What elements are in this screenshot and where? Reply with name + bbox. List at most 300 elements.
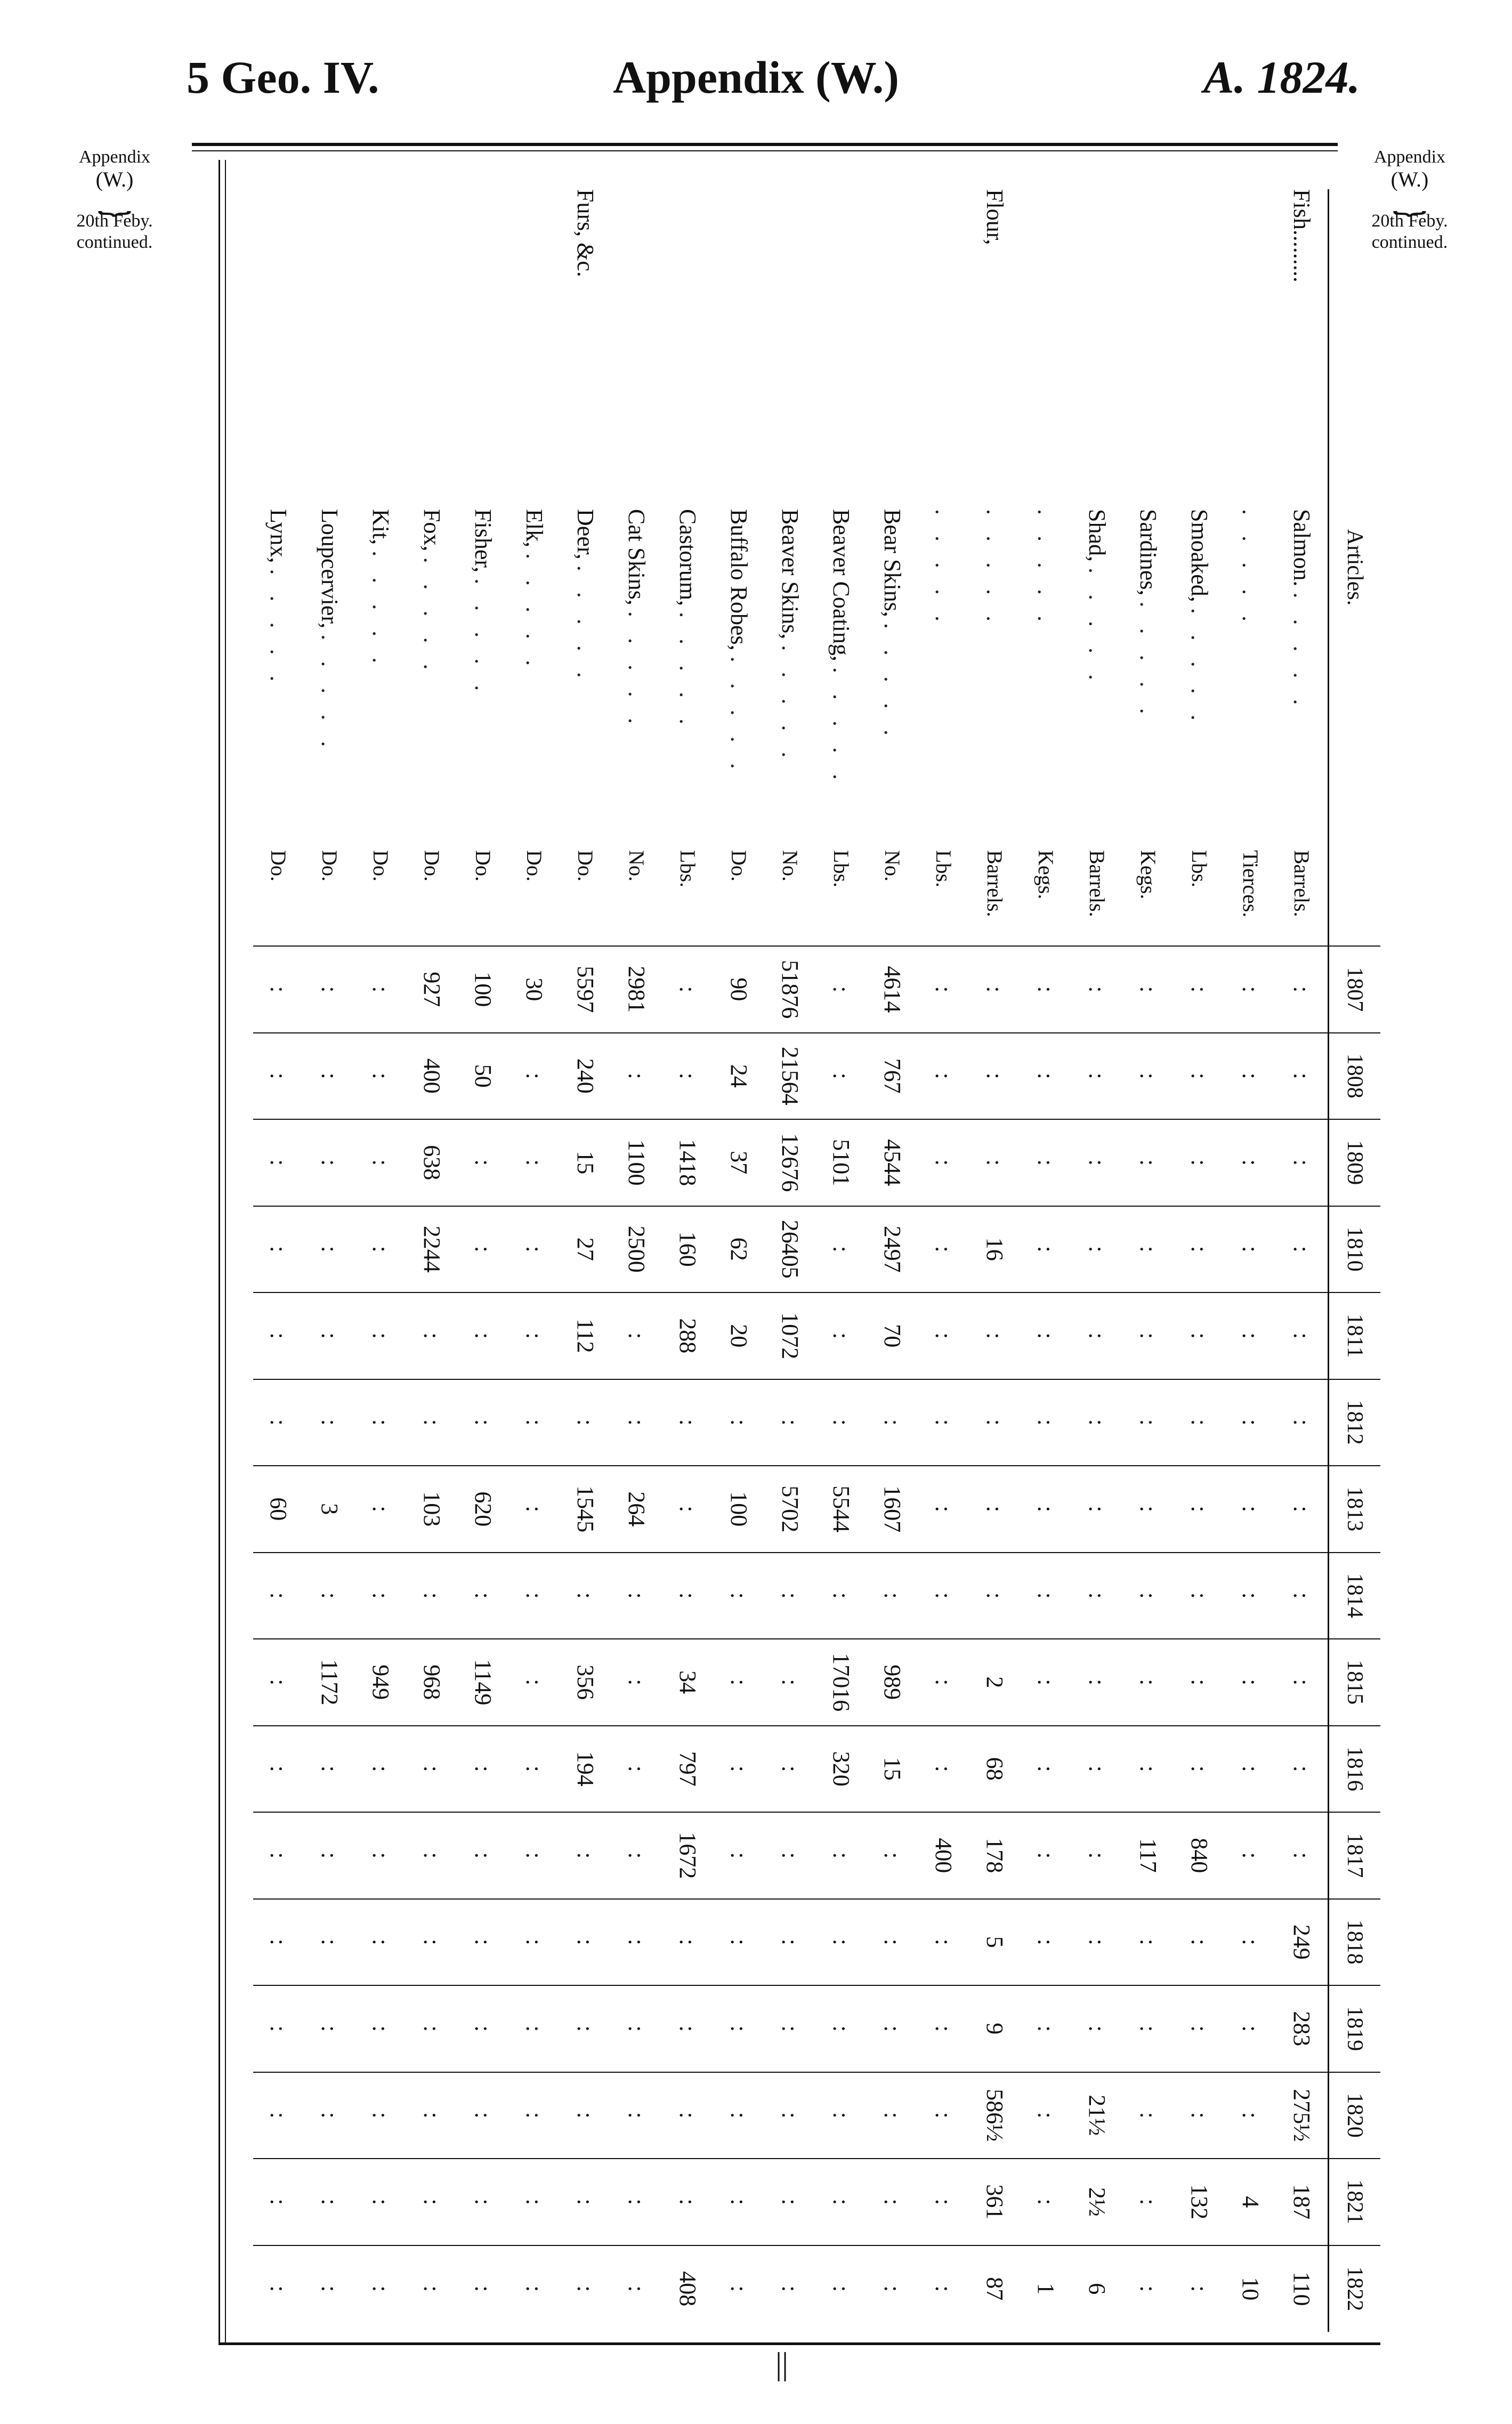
table-row <box>407 189 458 2332</box>
table-row <box>1276 189 1329 2332</box>
value-cell: : <box>867 1899 918 1986</box>
value-cell: 400 <box>407 1033 458 1120</box>
category-cell <box>355 189 407 509</box>
value-cell: : <box>611 1899 662 1986</box>
value-cell: : <box>1123 1553 1174 1639</box>
value-cell: : <box>918 1206 969 1293</box>
article-cell <box>867 509 918 850</box>
value-cell: 100 <box>458 946 509 1033</box>
article-cell <box>355 509 407 850</box>
value-cell: 187 <box>1276 2159 1329 2245</box>
value-cell: : <box>1123 1206 1174 1293</box>
value-cell: : <box>1072 1553 1123 1639</box>
year-header: 1821 <box>1329 2159 1381 2245</box>
category-cell <box>253 189 304 509</box>
value-cell: 87 <box>969 2245 1021 2332</box>
value-cell: : <box>304 1985 355 2072</box>
article-name: Buffalo Robes, <box>726 509 753 651</box>
value-cell: : <box>304 1726 355 1813</box>
value-cell: 117 <box>1123 1812 1174 1899</box>
value-cell: : <box>918 1899 969 1986</box>
year-label: A. 1824. <box>1203 52 1360 103</box>
category-cell: Furs, &c. <box>572 189 599 277</box>
value-cell: : <box>867 1379 918 1466</box>
dot-leader: . . . . . <box>317 634 343 755</box>
value-cell: : <box>355 1899 407 1986</box>
value-cell: : <box>611 1292 662 1379</box>
year-header: 1820 <box>1329 2072 1381 2159</box>
value-cell: 6 <box>1072 2245 1123 2332</box>
value-cell: : <box>1174 1985 1225 2072</box>
value-cell: : <box>1021 1033 1072 1120</box>
value-cell: : <box>1174 1639 1225 1726</box>
value-cell: 840 <box>1174 1812 1225 1899</box>
value-cell: 194 <box>560 1726 611 1813</box>
value-cell: : <box>1225 1292 1276 1379</box>
value-cell: 90 <box>714 946 765 1033</box>
value-cell: : <box>1174 1206 1225 1293</box>
value-cell: : <box>407 1726 458 1813</box>
article-cell <box>1123 509 1174 850</box>
category-cell <box>1021 189 1072 509</box>
value-cell: : <box>1072 1985 1123 2072</box>
value-cell: : <box>1072 1206 1123 1293</box>
value-cell: 70 <box>867 1292 918 1379</box>
value-cell: : <box>1123 1899 1174 1986</box>
value-cell: : <box>1021 1379 1072 1466</box>
table-row <box>714 189 765 2332</box>
value-cell: : <box>1072 1292 1123 1379</box>
value-cell: : <box>253 946 304 1033</box>
unit-cell: Lbs. <box>932 850 956 887</box>
article-cell <box>509 509 560 850</box>
value-cell: : <box>816 1292 867 1379</box>
article-name: Salmon. <box>1289 509 1315 587</box>
value-cell: : <box>1021 2159 1072 2245</box>
article-cell <box>407 509 458 850</box>
value-cell: 4614 <box>867 946 918 1033</box>
value-cell: : <box>509 1379 560 1466</box>
value-cell: 103 <box>407 1466 458 1553</box>
value-cell: : <box>509 1466 560 1553</box>
value-cell: : <box>560 1379 611 1466</box>
value-cell: : <box>662 1466 714 1553</box>
value-cell: : <box>1072 1639 1123 1726</box>
value-cell: 320 <box>816 1726 867 1813</box>
value-cell: : <box>1174 1119 1225 1206</box>
value-cell: : <box>407 1553 458 1639</box>
value-cell: 37 <box>714 1119 765 1206</box>
value-cell: : <box>816 2245 867 2332</box>
value-cell: : <box>1276 1553 1329 1639</box>
rotated-table <box>219 189 1380 2332</box>
category-cell <box>509 189 560 509</box>
value-cell: : <box>560 1812 611 1899</box>
dot-leader: . . . . . <box>265 569 292 689</box>
margin-note-paren: (W.) <box>95 167 134 191</box>
value-cell: : <box>714 2159 765 2245</box>
value-cell: : <box>1276 946 1329 1033</box>
value-cell: : <box>407 2245 458 2332</box>
table-row <box>969 189 1021 2332</box>
value-cell: : <box>458 2072 509 2159</box>
category-cell <box>458 189 509 509</box>
value-cell: : <box>611 1553 662 1639</box>
value-cell: : <box>1072 1033 1123 1120</box>
article-cell <box>253 509 304 850</box>
value-cell: : <box>1123 2159 1174 2245</box>
value-cell: : <box>304 1206 355 1293</box>
value-cell: : <box>355 2245 407 2332</box>
unit-cell: Kegs. <box>1034 850 1058 900</box>
table-row <box>1174 189 1225 2332</box>
value-cell: : <box>355 1812 407 1899</box>
value-cell: : <box>918 1726 969 1813</box>
value-cell: : <box>1021 1985 1072 2072</box>
value-cell: : <box>1174 1292 1225 1379</box>
value-cell: : <box>611 1812 662 1899</box>
value-cell: : <box>253 1726 304 1813</box>
value-cell: : <box>1225 1726 1276 1813</box>
category-cell <box>867 189 918 509</box>
value-cell: 112 <box>560 1292 611 1379</box>
category-cell <box>304 189 355 509</box>
value-cell: : <box>662 2072 714 2159</box>
value-cell: : <box>765 1985 816 2072</box>
value-cell: : <box>355 2072 407 2159</box>
table-row <box>1072 189 1123 2332</box>
value-cell: 21564 <box>765 1033 816 1120</box>
dot-leader: . . . . . <box>1238 509 1264 629</box>
value-cell: : <box>509 1033 560 1120</box>
unit-cell: Lbs. <box>676 850 700 887</box>
value-cell: : <box>1021 2072 1072 2159</box>
value-cell: : <box>867 1985 918 2072</box>
value-cell: 408 <box>662 2245 714 2332</box>
year-header: 1811 <box>1329 1292 1381 1379</box>
dot-leader: . . . . . <box>1084 568 1111 688</box>
value-cell: 249 <box>1276 1899 1329 1986</box>
value-cell: : <box>1276 1206 1329 1293</box>
value-cell: : <box>867 2245 918 2332</box>
articles-heading: Articles. <box>1329 189 1381 946</box>
value-cell: : <box>1225 946 1276 1033</box>
value-cell: 949 <box>355 1639 407 1726</box>
value-cell: : <box>560 2159 611 2245</box>
value-cell: 400 <box>918 1812 969 1899</box>
value-cell: : <box>1021 1899 1072 1986</box>
value-cell: : <box>1225 1899 1276 1986</box>
value-cell: : <box>1174 1466 1225 1553</box>
value-cell: : <box>1276 1033 1329 1120</box>
value-cell: 2500 <box>611 1206 662 1293</box>
value-cell: 586½ <box>969 2072 1021 2159</box>
top-rule <box>192 143 1338 146</box>
value-cell: : <box>560 1899 611 1986</box>
top-rule-thin <box>192 150 1338 151</box>
value-cell: : <box>509 1985 560 2072</box>
value-cell: : <box>1123 1292 1174 1379</box>
table-row <box>560 189 611 2332</box>
dot-leader: . . . . . <box>828 667 855 787</box>
value-cell: : <box>509 2072 560 2159</box>
unit-cell: No. <box>880 850 905 882</box>
unit-cell: Barrels. <box>983 850 1007 917</box>
value-cell: : <box>509 1292 560 1379</box>
unit-cell: Do. <box>471 850 496 882</box>
value-cell: : <box>1072 1119 1123 1206</box>
value-cell: : <box>714 1899 765 1986</box>
unit-cell: Do. <box>573 850 598 882</box>
margin-note-status: continued. <box>1371 232 1448 252</box>
value-cell: : <box>816 1379 867 1466</box>
unit-cell: Kegs. <box>1136 850 1161 900</box>
dot-leader: . . . . . <box>1289 592 1315 713</box>
value-cell: : <box>969 946 1021 1033</box>
value-cell: 24 <box>714 1033 765 1120</box>
value-cell: : <box>1123 1033 1174 1120</box>
value-cell: 638 <box>407 1119 458 1206</box>
unit-cell: Do. <box>318 850 342 882</box>
value-cell: : <box>458 1119 509 1206</box>
value-cell: 283 <box>1276 1985 1329 2072</box>
value-cell: : <box>253 1033 304 1120</box>
category-cell <box>816 189 867 509</box>
unit-cell: Tierces. <box>1239 850 1263 918</box>
value-cell: 4544 <box>867 1119 918 1206</box>
article-cell <box>714 509 765 850</box>
value-cell: : <box>969 1379 1021 1466</box>
value-cell: : <box>816 1553 867 1639</box>
value-cell: : <box>560 1985 611 2072</box>
value-cell: : <box>611 1639 662 1726</box>
value-cell: : <box>509 2245 560 2332</box>
unit-cell: Lbs. <box>829 850 854 887</box>
value-cell: : <box>1276 1726 1329 1813</box>
dot-leader: . . . . . <box>419 557 446 677</box>
value-cell: : <box>355 1985 407 2072</box>
value-cell: : <box>918 1119 969 1206</box>
value-cell: : <box>714 1726 765 1813</box>
value-cell: 2497 <box>867 1206 918 1293</box>
value-cell: : <box>407 1292 458 1379</box>
value-cell: : <box>407 1899 458 1986</box>
value-cell: : <box>1123 1639 1174 1726</box>
value-cell: : <box>407 1379 458 1466</box>
brace-glyph: ⏟ <box>1393 187 1427 215</box>
table-row <box>304 189 355 2332</box>
dot-leader: . . . . . <box>982 509 1008 629</box>
value-cell: : <box>1174 1033 1225 1120</box>
value-cell: 1672 <box>662 1812 714 1899</box>
value-cell: : <box>304 1553 355 1639</box>
value-cell: : <box>611 2072 662 2159</box>
value-cell: : <box>458 1379 509 1466</box>
value-cell: 240 <box>560 1033 611 1120</box>
value-cell: 1 <box>1021 2245 1072 2332</box>
value-cell: 4 <box>1225 2159 1276 2245</box>
year-header: 1815 <box>1329 1639 1381 1726</box>
value-cell: : <box>1225 1639 1276 1726</box>
value-cell: 5101 <box>816 1119 867 1206</box>
value-cell: 3 <box>304 1466 355 1553</box>
year-header: 1807 <box>1329 946 1381 1033</box>
category-cell <box>765 189 816 509</box>
value-cell: : <box>253 2072 304 2159</box>
value-cell: : <box>355 1033 407 1120</box>
value-cell: : <box>1021 1726 1072 1813</box>
value-cell: 26405 <box>765 1206 816 1293</box>
value-cell: : <box>714 1812 765 1899</box>
value-cell: : <box>1123 1119 1174 1206</box>
value-cell: : <box>1174 2245 1225 2332</box>
value-cell: : <box>355 946 407 1033</box>
value-cell: : <box>611 1985 662 2072</box>
article-cell <box>816 509 867 850</box>
value-cell: : <box>304 1812 355 1899</box>
value-cell: : <box>765 1899 816 1986</box>
margin-note-ref: Appendix <box>1373 147 1446 167</box>
value-cell: : <box>560 1553 611 1639</box>
article-cell <box>765 509 816 850</box>
value-cell: : <box>816 1033 867 1120</box>
value-cell: 989 <box>867 1639 918 1726</box>
article-cell <box>560 509 611 850</box>
article-name: Smoaked, <box>1186 509 1213 602</box>
value-cell: : <box>304 2072 355 2159</box>
article-name: Fox, <box>419 509 446 552</box>
value-cell: 100 <box>714 1466 765 1553</box>
value-cell: : <box>560 2245 611 2332</box>
value-cell: : <box>458 1726 509 1813</box>
value-cell: : <box>765 1553 816 1639</box>
table-row <box>253 189 304 2332</box>
value-cell: : <box>969 1553 1021 1639</box>
category-cell <box>714 189 765 509</box>
margin-note-paren: (W.) <box>1390 167 1429 191</box>
article-cell <box>1276 509 1329 850</box>
category-cell <box>662 189 714 509</box>
margin-note-date: 20th Feby. <box>76 211 153 231</box>
value-cell: 178 <box>969 1812 1021 1899</box>
article-name: Shad, <box>1084 509 1111 562</box>
article-name: Elk, <box>521 509 548 548</box>
running-head <box>0 45 1512 115</box>
table-row <box>611 189 662 2332</box>
value-cell: : <box>1123 946 1174 1033</box>
value-cell: : <box>765 2072 816 2159</box>
value-cell: 767 <box>867 1033 918 1120</box>
value-cell: : <box>509 1812 560 1899</box>
article-name: Sardines, <box>1135 509 1162 596</box>
value-cell: 1418 <box>662 1119 714 1206</box>
article-cell <box>458 509 509 850</box>
value-cell: 1172 <box>304 1639 355 1726</box>
value-cell: 21½ <box>1072 2072 1123 2159</box>
article-name: Castorum, <box>675 509 701 607</box>
table-row <box>662 189 714 2332</box>
value-cell: : <box>714 1553 765 1639</box>
value-cell: : <box>253 2159 304 2245</box>
value-cell: : <box>1072 1466 1123 1553</box>
value-cell: : <box>662 1033 714 1120</box>
value-cell: : <box>867 2072 918 2159</box>
value-cell: 132 <box>1174 2159 1225 2245</box>
value-cell: : <box>918 2245 969 2332</box>
value-cell: : <box>355 1726 407 1813</box>
category-cell <box>918 189 969 509</box>
brace-glyph: ⏟ <box>98 187 132 215</box>
value-cell: 20 <box>714 1292 765 1379</box>
value-cell: : <box>714 1639 765 1726</box>
value-cell: 60 <box>253 1466 304 1553</box>
table-row <box>1021 189 1072 2332</box>
value-cell: 356 <box>560 1639 611 1726</box>
value-cell: : <box>918 2072 969 2159</box>
article-name: Beaver Coating, <box>828 509 855 661</box>
value-cell: : <box>1225 1206 1276 1293</box>
value-cell: : <box>355 2159 407 2245</box>
value-cell: 264 <box>611 1466 662 1553</box>
article-cell <box>1225 509 1276 850</box>
value-cell: : <box>611 2245 662 2332</box>
value-cell: : <box>611 1379 662 1466</box>
value-cell: : <box>509 1899 560 1986</box>
category-cell <box>1174 189 1225 509</box>
table-row <box>509 189 560 2332</box>
value-cell: : <box>458 1985 509 2072</box>
value-cell: : <box>1276 1119 1329 1206</box>
table-row <box>765 189 816 2332</box>
value-cell: : <box>253 1985 304 2072</box>
article-name: Loupcervier, <box>317 509 343 629</box>
value-cell: : <box>458 2245 509 2332</box>
value-cell: : <box>355 1206 407 1293</box>
value-cell: : <box>816 1899 867 1986</box>
value-cell: : <box>458 2159 509 2245</box>
value-cell: : <box>816 1206 867 1293</box>
value-cell: 12676 <box>765 1119 816 1206</box>
value-cell: : <box>1072 946 1123 1033</box>
value-cell: : <box>253 1119 304 1206</box>
value-cell: : <box>1225 1033 1276 1120</box>
value-cell: : <box>1072 1899 1123 1986</box>
value-cell: : <box>1021 1812 1072 1899</box>
value-cell: 15 <box>867 1726 918 1813</box>
value-cell: : <box>355 1379 407 1466</box>
value-cell: : <box>458 1899 509 1986</box>
value-cell: : <box>253 1292 304 1379</box>
value-cell: : <box>458 1812 509 1899</box>
unit-cell: Do. <box>266 850 291 882</box>
value-cell: : <box>918 1466 969 1553</box>
value-cell: : <box>1021 1292 1072 1379</box>
value-cell: : <box>1123 1379 1174 1466</box>
value-cell: : <box>1021 1466 1072 1553</box>
value-cell: 16 <box>969 1206 1021 1293</box>
dot-leader: . . . . . <box>368 551 394 671</box>
article-name: Deer, <box>572 509 599 560</box>
table-row <box>816 189 867 2332</box>
value-cell: : <box>765 2245 816 2332</box>
value-cell: : <box>1123 1466 1174 1553</box>
value-cell: : <box>304 1379 355 1466</box>
value-cell: 2 <box>969 1639 1021 1726</box>
value-cell: 1545 <box>560 1466 611 1553</box>
value-cell: : <box>1174 2072 1225 2159</box>
value-cell: : <box>1123 1726 1174 1813</box>
dot-leader: . . . . . <box>624 611 650 731</box>
